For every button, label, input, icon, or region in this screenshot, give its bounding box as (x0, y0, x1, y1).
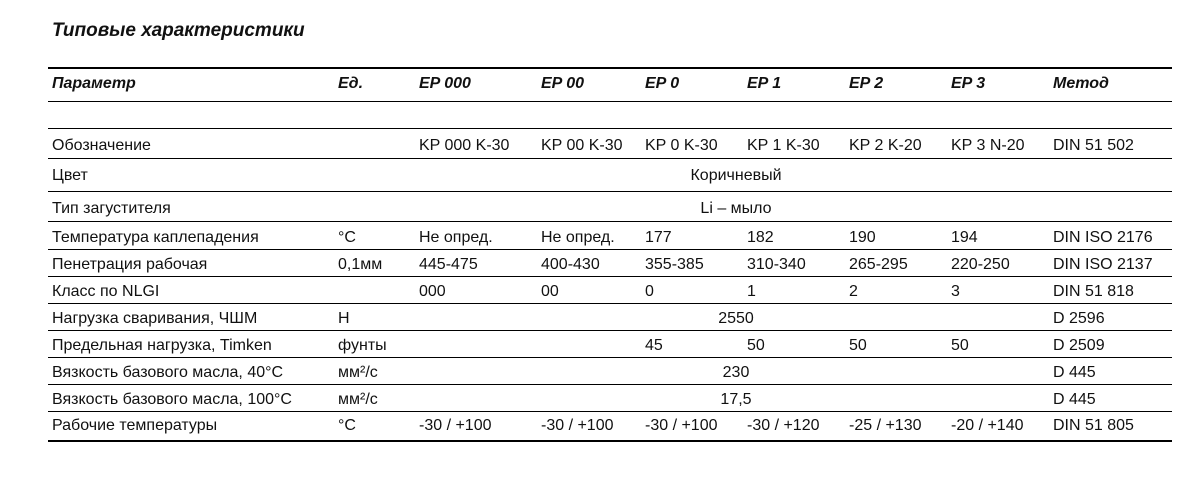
header-ep2: EP 2 (849, 75, 884, 92)
header-ep3: EP 3 (951, 75, 986, 92)
header-param: Параметр (52, 75, 136, 92)
cell-ep1: 50 (747, 337, 765, 354)
cell-unit: мм²/с (338, 391, 378, 408)
header-bottom-rule (48, 101, 1172, 102)
row-rule (48, 330, 1172, 331)
cell-param: Температура каплепадения (52, 229, 259, 246)
cell-ep1: KP 1 K-30 (747, 137, 820, 154)
cell-param: Класс по NLGI (52, 283, 160, 300)
row-rule (48, 411, 1172, 412)
cell-ep0: KP 0 K-30 (645, 137, 718, 154)
section-title: Типовые характеристики (52, 20, 305, 41)
cell-unit: мм²/с (338, 364, 378, 381)
row-rule (48, 384, 1172, 385)
table-top-rule (48, 67, 1172, 69)
row-rule (48, 276, 1172, 277)
cell-ep2: -25 / +130 (849, 417, 922, 434)
cell-ep00: 00 (541, 283, 559, 300)
cell-ep0: 355-385 (645, 256, 704, 273)
cell-merged: 2550 (718, 310, 754, 327)
cell-method: DIN 51 502 (1053, 137, 1134, 154)
cell-unit: фунты (338, 337, 387, 354)
cell-ep2: 265-295 (849, 256, 908, 273)
row-rule (48, 158, 1172, 159)
cell-merged: Li – мыло (700, 200, 772, 217)
cell-method: DIN ISO 2176 (1053, 229, 1153, 246)
cell-ep00: -30 / +100 (541, 417, 614, 434)
header-ep1: EP 1 (747, 75, 782, 92)
row-rule (48, 191, 1172, 192)
cell-ep00: 400-430 (541, 256, 600, 273)
cell-ep000: 000 (419, 283, 446, 300)
cell-ep000: KP 000 K-30 (419, 137, 510, 154)
cell-ep0: 0 (645, 283, 654, 300)
cell-ep3: KP 3 N-20 (951, 137, 1025, 154)
cell-ep3: 220-250 (951, 256, 1010, 273)
cell-param: Цвет (52, 167, 88, 184)
row-rule (48, 249, 1172, 250)
cell-ep0: 177 (645, 229, 672, 246)
cell-ep1: 1 (747, 283, 756, 300)
header-ep0: EP 0 (645, 75, 680, 92)
row-rule (48, 128, 1172, 129)
cell-merged: 230 (722, 364, 750, 381)
row-rule (48, 357, 1172, 358)
cell-param: Нагрузка сваривания, ЧШМ (52, 310, 258, 327)
cell-ep2: 50 (849, 337, 867, 354)
cell-ep3: 3 (951, 283, 960, 300)
cell-ep1: 310-340 (747, 256, 806, 273)
cell-method: DIN 51 805 (1053, 417, 1134, 434)
cell-ep00: KP 00 K-30 (541, 137, 623, 154)
cell-method: D 445 (1053, 364, 1096, 381)
cell-param: Вязкость базового масла, 100°C (52, 391, 292, 408)
cell-ep3: 50 (951, 337, 969, 354)
cell-ep000: Не опред. (419, 229, 493, 246)
cell-ep2: 2 (849, 283, 858, 300)
cell-param: Обозначение (52, 137, 151, 154)
cell-method: D 445 (1053, 391, 1096, 408)
row-rule (48, 221, 1172, 222)
cell-param: Тип загустителя (52, 200, 171, 217)
header-unit: Ед. (338, 75, 364, 92)
cell-ep2: 190 (849, 229, 876, 246)
cell-method: DIN ISO 2137 (1053, 256, 1153, 273)
row-rule (48, 303, 1172, 304)
cell-method: D 2509 (1053, 337, 1105, 354)
cell-merged: Коричневый (690, 167, 782, 184)
cell-merged: 17,5 (720, 391, 752, 408)
cell-ep3: 194 (951, 229, 978, 246)
cell-ep1: -30 / +120 (747, 417, 820, 434)
cell-ep000: 445-475 (419, 256, 478, 273)
cell-unit: 0,1мм (338, 256, 383, 273)
header-method: Метод (1053, 75, 1109, 92)
cell-ep0: -30 / +100 (645, 417, 718, 434)
cell-ep00: Не опред. (541, 229, 615, 246)
cell-param: Пенетрация рабочая (52, 256, 208, 273)
cell-method: DIN 51 818 (1053, 283, 1134, 300)
header-ep000: EP 000 (419, 75, 471, 92)
cell-unit: °C (338, 417, 356, 434)
cell-ep000: -30 / +100 (419, 417, 492, 434)
header-ep00: EP 00 (541, 75, 584, 92)
cell-unit: °C (338, 229, 356, 246)
cell-param: Вязкость базового масла, 40°C (52, 364, 284, 381)
cell-param: Рабочие температуры (52, 417, 218, 434)
cell-ep3: -20 / +140 (951, 417, 1024, 434)
cell-unit: Н (338, 310, 350, 327)
cell-ep1: 182 (747, 229, 774, 246)
cell-ep2: KP 2 K-20 (849, 137, 922, 154)
cell-method: D 2596 (1053, 310, 1105, 327)
cell-ep0: 45 (645, 337, 663, 354)
row-rule (48, 440, 1172, 442)
cell-param: Предельная нагрузка, Timken (52, 337, 272, 354)
